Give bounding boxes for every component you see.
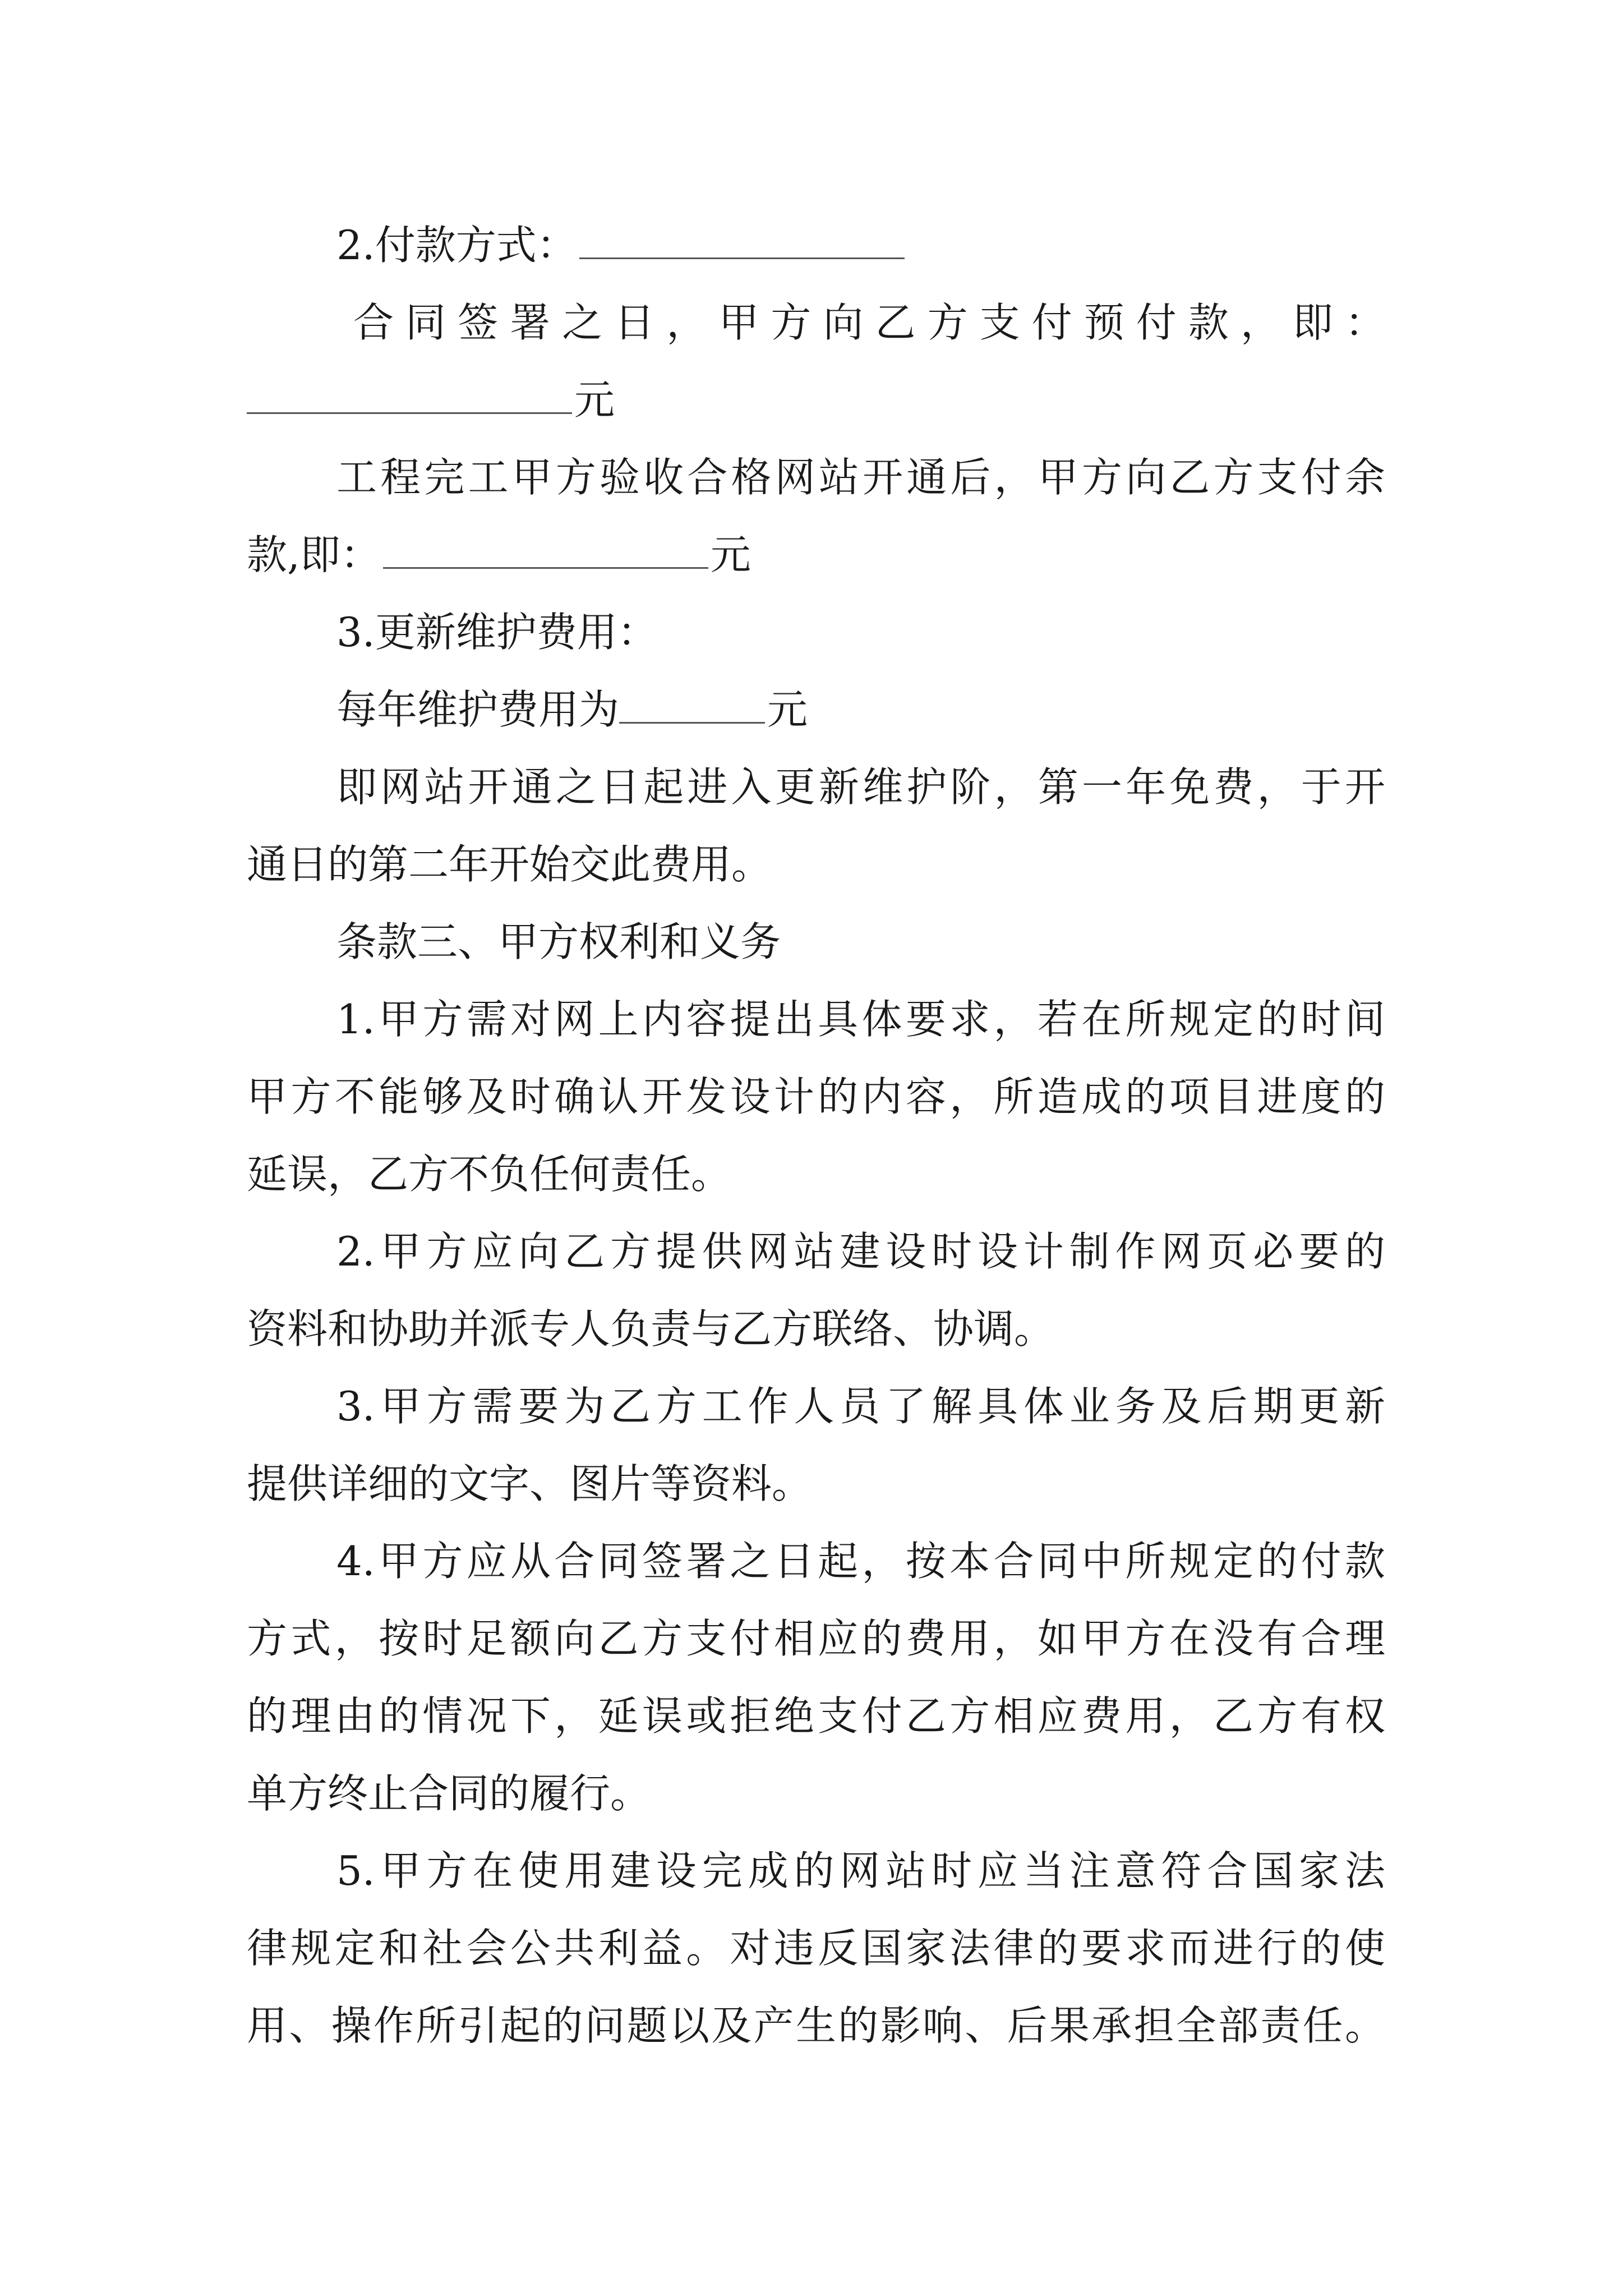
item-3-text-2: 提供详细的文字、图片等资料。 bbox=[247, 1460, 813, 1507]
item-3-line-2 bbox=[247, 1458, 1385, 1509]
item-5-line-1 bbox=[336, 1846, 1385, 1896]
annual-fee-line bbox=[336, 684, 1475, 735]
clause-three-heading bbox=[336, 917, 1475, 967]
prepayment-amount-line bbox=[247, 375, 1385, 425]
item-1-line-2 bbox=[247, 1071, 1385, 1122]
item-4-line-2 bbox=[247, 1613, 1385, 1664]
maintenance-detail-1 bbox=[336, 762, 1385, 812]
item-4-line-4 bbox=[247, 1768, 1385, 1819]
item-5-text-2: 律规定和社会公共利益。对违反国家法律的要求而进行的使 bbox=[247, 1925, 1385, 1972]
item-2-text-2: 资料和协助并派专人负责与乙方联络、协调。 bbox=[247, 1305, 1055, 1352]
item-2-text-1: 2.甲方应向乙方提供网站建设时设计制作网页必要的 bbox=[336, 1228, 1385, 1275]
item-2-line-1 bbox=[336, 1226, 1385, 1277]
item-4-text-1: 4.甲方应从合同签署之日起，按本合同中所规定的付款 bbox=[336, 1538, 1385, 1585]
prepayment-amount-blank bbox=[247, 379, 572, 414]
item-4-text-4: 单方终止合同的履行。 bbox=[247, 1770, 651, 1817]
payment-method-line bbox=[336, 220, 1475, 270]
item-5-line-3 bbox=[247, 2000, 1385, 2051]
item-4-line-3 bbox=[247, 1691, 1385, 1741]
maintenance-detail-text-2: 通日的第二年开始交此费用。 bbox=[247, 841, 772, 888]
item-1-text-3: 延误，乙方不负任何责任。 bbox=[247, 1151, 732, 1198]
clause-three-heading-text: 条款三、甲方权利和义务 bbox=[336, 918, 781, 965]
item-3-text-1: 3.甲方需要为乙方工作人员了解具体业务及后期更新 bbox=[336, 1383, 1385, 1430]
final-payment-unit: 元 bbox=[710, 531, 751, 578]
item-1-line-1 bbox=[336, 994, 1385, 1045]
maintenance-detail-text-1: 即网站开通之日起进入更新维护阶，第一年免费，于开 bbox=[336, 763, 1385, 811]
item-5-text-1: 5.甲方在使用建设完成的网站时应当注意符合国家法 bbox=[336, 1847, 1385, 1894]
prepayment-text: 合同签署之日，甲方向乙方支付预付款，即： bbox=[353, 299, 1385, 346]
final-payment-line-1 bbox=[336, 452, 1385, 503]
maintenance-heading bbox=[336, 607, 1475, 657]
maintenance-detail-2 bbox=[247, 839, 1385, 890]
annual-fee-blank bbox=[619, 688, 765, 724]
payment-method-label: 2.付款方式： bbox=[336, 222, 577, 269]
final-payment-label: 款,即： bbox=[247, 531, 381, 578]
prepayment-unit: 元 bbox=[574, 376, 615, 424]
annual-fee-unit: 元 bbox=[767, 686, 808, 733]
maintenance-heading-text: 3.更新维护费用： bbox=[336, 609, 658, 656]
payment-method-blank bbox=[579, 224, 905, 259]
item-4-text-2: 方式，按时足额向乙方支付相应的费用，如甲方在没有合理 bbox=[247, 1615, 1385, 1662]
item-2-line-2 bbox=[247, 1304, 1385, 1354]
prepayment-line bbox=[353, 297, 1385, 348]
item-3-line-1 bbox=[336, 1381, 1385, 1432]
final-payment-line-2 bbox=[247, 530, 1385, 580]
item-1-text-2: 甲方不能够及时确认开发设计的内容，所造成的项目进度的 bbox=[247, 1073, 1385, 1120]
item-5-text-3: 用、操作所引起的问题以及产生的影响、后果承担全部责任。 bbox=[247, 2002, 1385, 2049]
item-4-text-3: 的理由的情况下，延误或拒绝支付乙方相应费用，乙方有权 bbox=[247, 1692, 1385, 1740]
item-5-line-2 bbox=[247, 1923, 1385, 1973]
item-1-line-3 bbox=[247, 1149, 1385, 1199]
item-1-text-1: 1.甲方需对网上内容提出具体要求，若在所规定的时间 bbox=[336, 996, 1385, 1043]
annual-fee-label: 每年维护费用为 bbox=[336, 686, 620, 733]
final-payment-blank bbox=[383, 533, 708, 569]
final-payment-text-1: 工程完工甲方验收合格网站开通后，甲方向乙方支付余 bbox=[336, 454, 1385, 501]
item-4-line-1 bbox=[336, 1536, 1385, 1586]
